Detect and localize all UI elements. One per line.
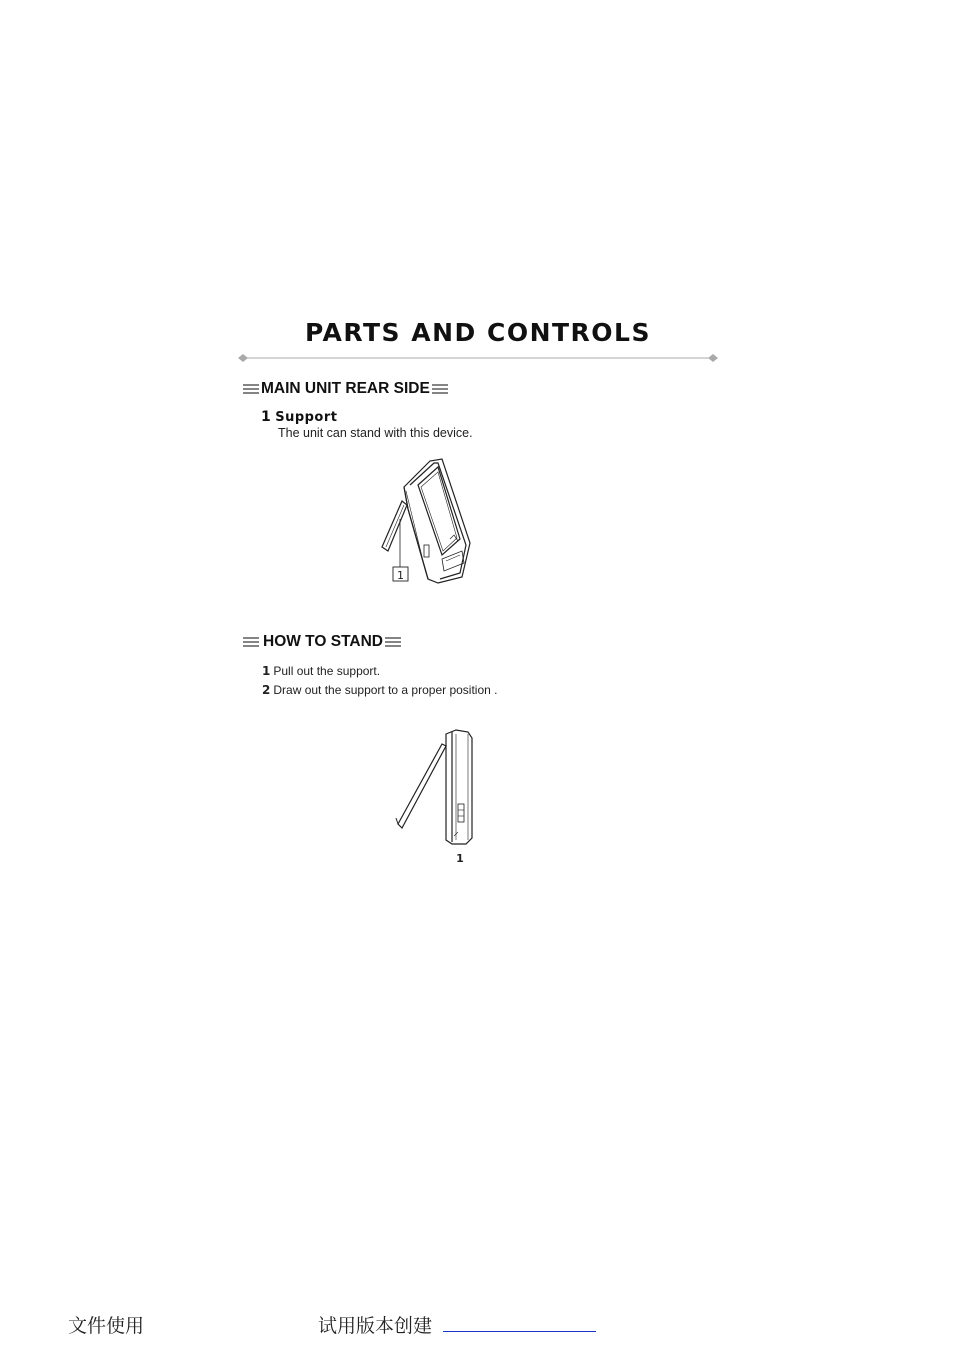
footer-link-underline[interactable] (443, 1331, 596, 1332)
item-description: The unit can stand with this device. (278, 426, 473, 440)
step-text: Pull out the support. (273, 664, 381, 678)
step-2 (262, 683, 498, 697)
section-heading-text: HOW TO STAND (263, 633, 383, 650)
step-number: 1 (262, 664, 271, 678)
unit-side-illustration (394, 728, 476, 868)
step-text: Draw out the support to a proper position . (273, 683, 498, 697)
menu-lines-icon (385, 637, 401, 647)
section-heading-rear-side (241, 380, 450, 398)
menu-lines-icon (432, 384, 448, 394)
section-heading-how-to-stand (241, 633, 403, 651)
item-support (261, 408, 338, 426)
callout-label: 1 (397, 569, 404, 582)
section-heading-text: MAIN UNIT REAR SIDE (261, 380, 430, 397)
item-number: 1 (261, 409, 271, 425)
callout-label: 1 (456, 852, 464, 865)
menu-lines-icon (243, 637, 259, 647)
footer-right-text: 试用版本创建 (318, 1315, 433, 1337)
item-title: Support (275, 410, 338, 425)
footer-left-text: 文件使用 (68, 1315, 145, 1337)
step-number: 2 (262, 683, 271, 697)
step-1 (262, 664, 380, 678)
title-divider (238, 353, 718, 363)
menu-lines-icon (243, 384, 259, 394)
unit-rear-illustration (380, 455, 480, 587)
page-title: PARTS AND CONTROLS (304, 318, 651, 347)
